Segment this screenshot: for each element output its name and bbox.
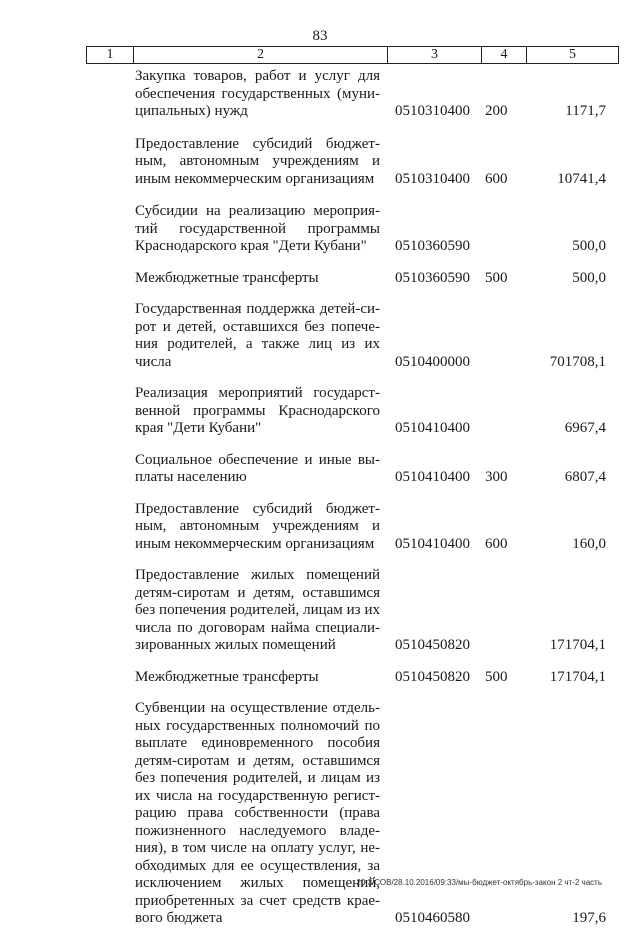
row-amount: 6807,4 <box>564 469 606 485</box>
row-description: Предоставление жилых помещений детям-сиротам и детям, оставшимся без попечения родителей, лицам из их числа по договорам найма специали-зированных жилых помещений <box>135 567 380 653</box>
row-description: Субвенции на осуществление отдель-ных государственных полномочий по выплате единовременного пособия детям-сиротам и детям, оставшимся без попечения родителей, и лицам из их числа на государственную регист-рацию права собственности (права пожизненного наследуемого владе-ния), в том числе на оплату услуг, не-обходимых для ее осуществления, за исключением жилых помещений, приобретенных за счет средств крае-вого бюджета <box>135 700 380 926</box>
table-row <box>0 385 640 438</box>
row-amount: 6967,4 <box>564 420 606 436</box>
row-code: 0510410400 <box>395 535 470 552</box>
header-col-2: 2 <box>134 47 388 63</box>
row-type: 200 <box>485 103 508 119</box>
row-description: Социальное обеспечение и иные вы-платы населению <box>135 451 380 485</box>
row-description: Предоставление субсидий бюджет-ным, автономным учреждениям и иным некоммерческим организациям <box>135 135 380 187</box>
row-amount: 701708,1 <box>549 353 606 370</box>
row-code: 0510310400 <box>395 103 470 119</box>
row-code: 0510360590 <box>395 238 470 254</box>
row-description: Закупка товаров, работ и услуг для обеспечения государственных (муни-ципальных) нужд <box>135 68 380 119</box>
row-amount: 500,0 <box>572 269 606 286</box>
page-number: 83 <box>312 28 328 44</box>
row-code: 0510410400 <box>395 469 470 485</box>
row-amount: 171704,1 <box>549 668 606 685</box>
table-row <box>0 700 640 928</box>
header-col-1: 1 <box>87 47 134 63</box>
table-row <box>0 270 640 288</box>
row-code: 0510450820 <box>395 637 470 653</box>
row-amount: 500,0 <box>572 238 606 254</box>
row-code: 0510400000 <box>395 353 470 370</box>
table-row <box>0 452 640 487</box>
table-body <box>0 68 640 928</box>
row-amount: 1171,7 <box>565 103 606 119</box>
row-description: Субсидии на реализацию мероприя-тий государственной программы Краснодарского края "Дети Кубани" <box>135 203 380 254</box>
row-description: Государственная поддержка детей-си-рот и детей, оставшихся без попече-ния родителей, а также лиц из их числа <box>135 301 380 370</box>
table-row <box>0 68 640 121</box>
row-description: Реализация мероприятий государст-венной программы Краснодарского края "Дети Кубани" <box>135 385 380 436</box>
row-description: Межбюджетные трансферты <box>135 269 319 286</box>
row-amount: 197,6 <box>572 910 606 926</box>
row-type: 500 <box>485 668 508 685</box>
row-type: 600 <box>485 535 508 552</box>
table-row <box>0 203 640 256</box>
row-code: 0510360590 <box>395 269 470 286</box>
row-amount: 160,0 <box>572 535 606 552</box>
row-code: 0510460580 <box>395 910 470 926</box>
row-type: 600 <box>485 170 508 187</box>
table-row <box>0 501 640 554</box>
row-description: Межбюджетные трансферты <box>135 668 319 685</box>
table-row <box>0 301 640 371</box>
header-col-3: 3 <box>388 47 482 63</box>
row-code: 0510410400 <box>395 420 470 436</box>
row-amount: 10741,4 <box>557 170 606 187</box>
row-code: 0510450820 <box>395 668 470 685</box>
table-row <box>0 669 640 687</box>
row-type: 300 <box>485 469 508 485</box>
row-description: Предоставление субсидий бюджет-ным, автономным учреждениям и иным некоммерческим организациям <box>135 500 380 552</box>
row-code: 0510310400 <box>395 170 470 187</box>
document-footer: 20.3/СОВ/28.10.2016/09:33/мы-бюджет-октябрь-закон 2 чт-2 часть <box>356 878 602 887</box>
header-col-5: 5 <box>569 47 576 62</box>
table-row <box>0 136 640 189</box>
table-row <box>0 567 640 655</box>
row-amount: 171704,1 <box>549 637 606 653</box>
header-col-4: 4 <box>482 47 527 63</box>
row-type: 500 <box>485 269 508 286</box>
table-header <box>86 46 619 64</box>
